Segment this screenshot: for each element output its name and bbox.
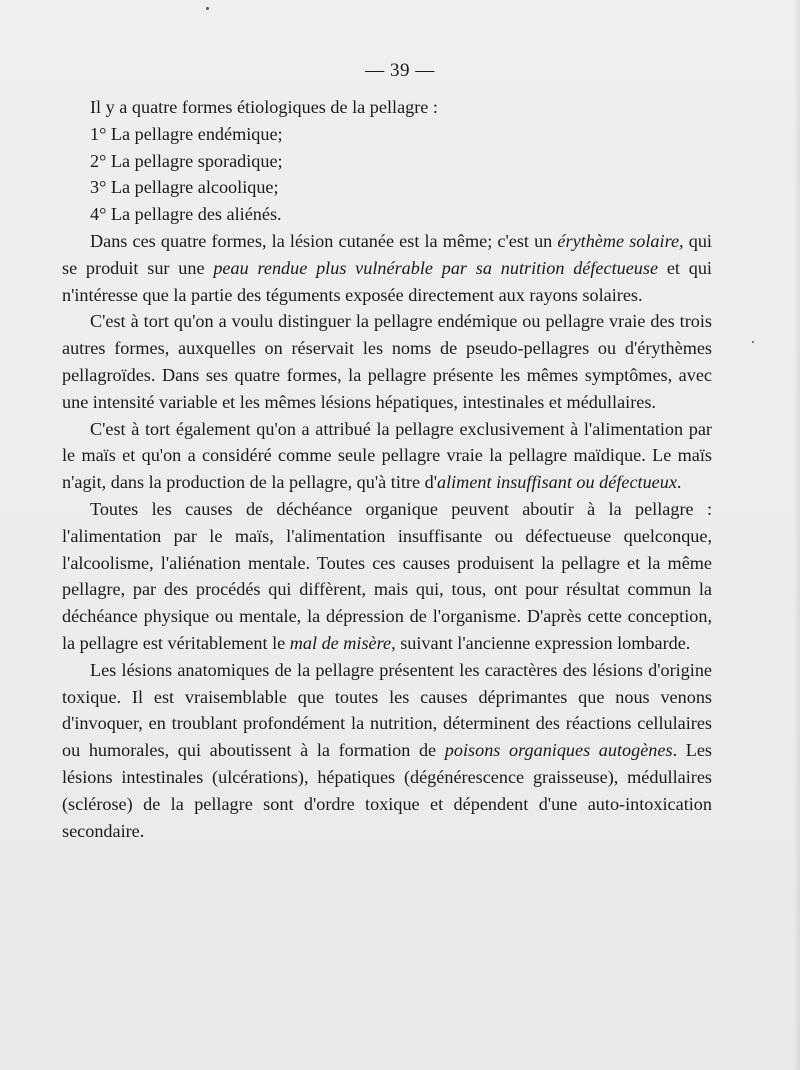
form-item-2: 2° La pellagre sporadique; [90,150,283,171]
text-run: Toutes les causes de déchéance organique peuvent aboutir à la pellagre : l'alimentation par le maïs, l'alimentation insuffisante ou défectueuse quelconque, l'alcoolisme, l'aliénation mentale. Toutes ces causes produisent la pellagre et la même pellagre, par des procédés qui diffèrent, mais qui, tous, ont pour résultat commun la déchéance physique ou mentale, la dépression de l'organisme. D'après cette conception, la pellagre est véritablement le [62,498,712,653]
paragraph-forms: C'est à tort qu'on a voulu distinguer la pellagre endémique ou pellagre vraie des trois autres formes, auxquelles on réservait les noms de pseudo-pellagres ou d'érythèmes pellagroïdes. Dans ses quatre formes, la pellagre présente les mêmes symptômes, avec une intensité variable et les mêmes lésions hépatiques, intestinales et médullaires. [62,311,712,412]
stray-mark [206,7,209,10]
form-item-4: 4° La pellagre des aliénés. [90,204,282,225]
italic-term: aliment insuffisant ou défectueux [436,472,677,493]
text-run: Les lésions anatomiques de la pellagre présentent les caractères des lésions d'origine toxique. Il est vraisemblable que toutes les causes déprimantes que nous venons d'invoquer, en troublant profondément la nutrition, déterminent des réactions cellulaires ou humorales, qui aboutissent à la formation de [62,659,712,761]
page-number: — 39 — [365,60,435,81]
page-edge-shadow [794,0,800,1070]
italic-term: poisons organiques autogènes [444,740,673,761]
form-item-1: 1° La pellagre endémique; [90,123,283,144]
italic-term: érythème solaire, [557,230,684,251]
text-run: . [676,472,682,493]
italic-term: peau rendue plus vulnérable par sa nutrition défectueuse [213,257,659,278]
paragraph-lesion [62,228,712,308]
italic-term: mal de misère, [289,632,396,653]
text-run: qui se produit sur une [62,230,712,278]
text-run: C'est à tort également qu'on a attribué la pellagre exclusivement à l'alimentation par le maïs et qu'on a considéré comme seule pellagre vraie la pellagre maïdique. Le maïs n'agit, dans la production de la pellagre, qu'à titre d' [62,418,712,493]
paragraph-causes [62,496,712,657]
paragraph-mais [62,416,712,496]
text-run: suivant l'ancienne expression lombarde. [395,632,691,653]
body-text [62,94,712,844]
text-run: . Les lésions intestinales (ulcérations), hépatiques (dégénérescence graisseuse), médullaires (sclérose) de la pellagre sont d'ordre toxique et dépendent d'une auto-intoxication secondaire. [62,740,713,841]
paragraph-toxique [62,657,712,845]
text-run: Dans ces quatre formes, la lésion cutanée est la même; c'est un [90,230,558,251]
stray-mark [752,341,754,343]
intro-line: Il y a quatre formes étiologiques de la pellagre : [90,97,438,117]
form-item-3: 3° La pellagre alcoolique; [90,177,279,198]
text-run: et qui n'intéresse que la partie des téguments exposée directement aux rayons solaires. [62,257,712,305]
